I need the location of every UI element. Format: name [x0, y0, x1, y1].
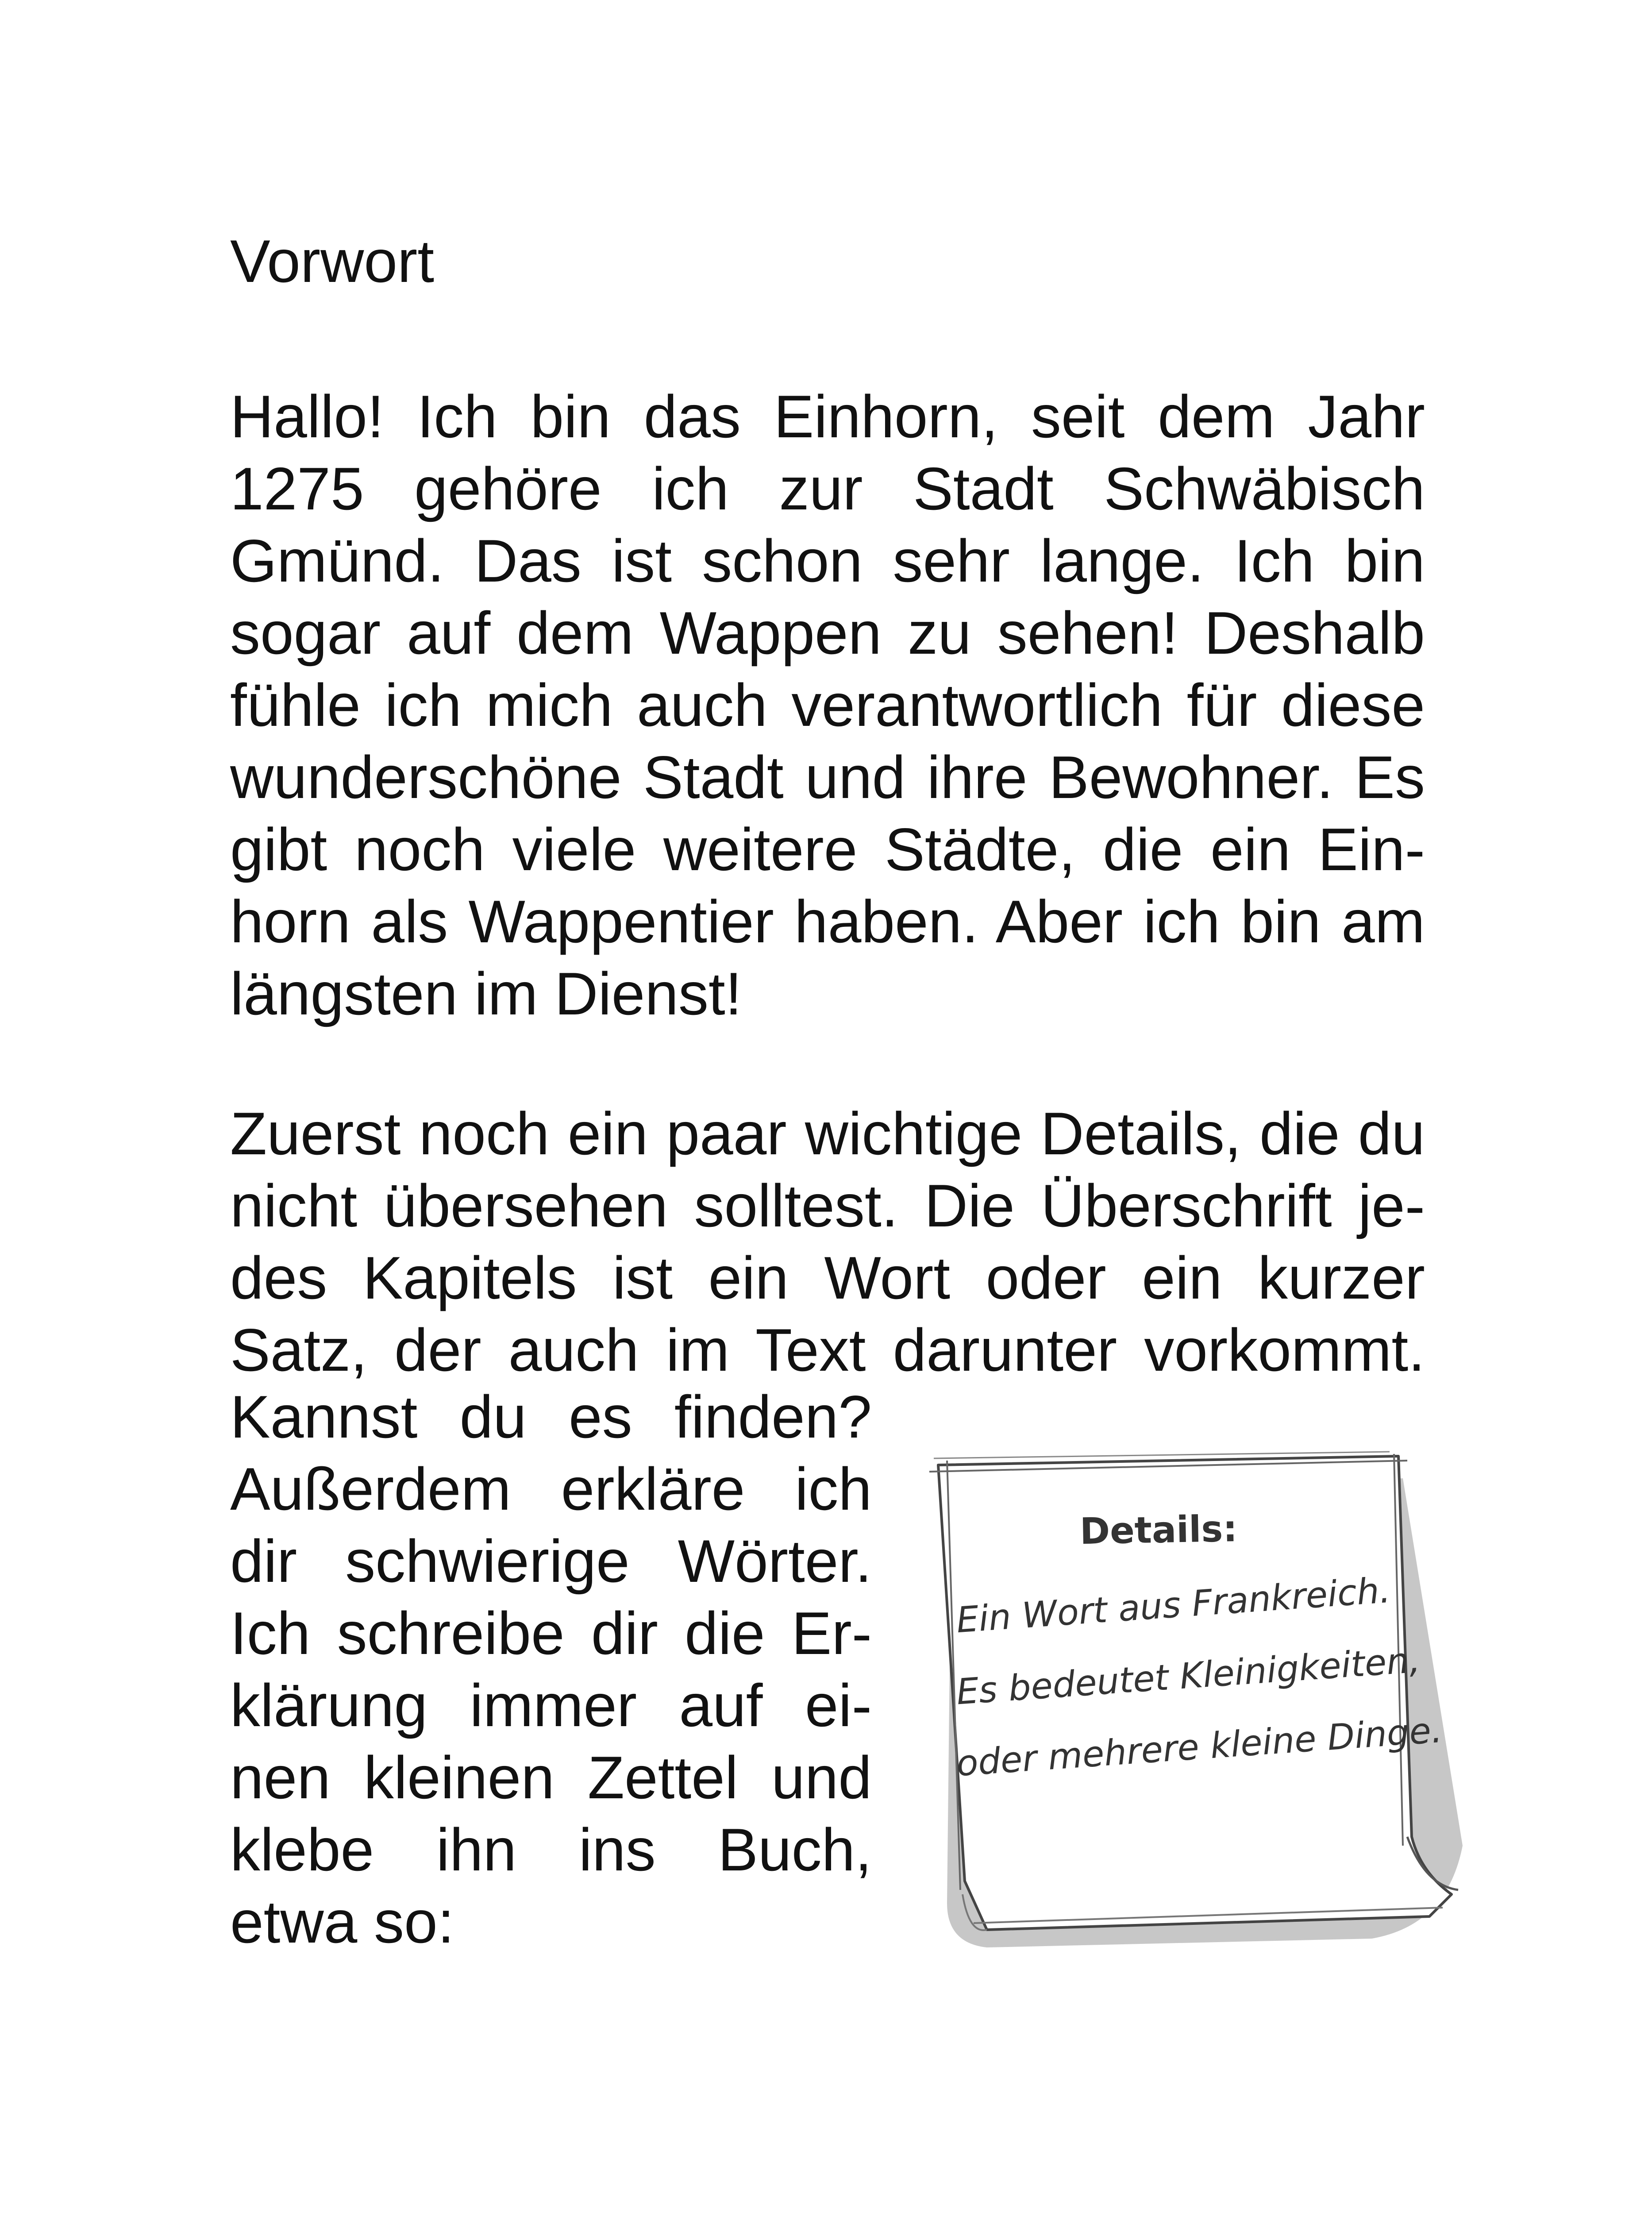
text-line: des Kapitels ist ein Wort oder ein kurzer	[230, 1244, 1425, 1311]
note-line: Es bedeutet Kleinigkeiten,	[955, 1639, 1422, 1713]
text-line: nicht übersehen solltest. Die Überschrift je-	[230, 1172, 1425, 1239]
text-line: etwa so:	[230, 1888, 454, 1955]
paragraph-intro	[230, 381, 1425, 1030]
note-line: oder mehrere kleine Dinge.	[955, 1709, 1444, 1785]
text-line: Zuerst noch ein paar wichtige Details, die du	[230, 1100, 1425, 1167]
text-line: dir schwierige Wörter.	[230, 1527, 872, 1595]
text-line: klebe ihn ins Buch,	[230, 1816, 872, 1883]
paragraph-details	[230, 1098, 1425, 1386]
text-line: gibt noch viele weitere Städte, die ein Ein-	[230, 816, 1425, 883]
text-line: klärung immer auf ei-	[230, 1672, 872, 1739]
note-line: Ein Wort aus Frankreich.	[955, 1569, 1392, 1641]
text-line: längsten im Dienst!	[230, 960, 742, 1027]
note-title: Details:	[1079, 1507, 1238, 1553]
text-line: 1275 gehöre ich zur Stadt Schwäbisch	[230, 455, 1425, 522]
text-line: Hallo! Ich bin das Einhorn, seit dem Jahr	[230, 383, 1425, 450]
text-line: Gmünd. Das ist schon sehr lange. Ich bin	[230, 527, 1425, 594]
text-line: sogar auf dem Wappen zu sehen! Deshalb	[230, 599, 1425, 667]
sticky-note-illustration	[920, 1447, 1469, 1956]
text-line: Kannst du es finden?	[230, 1383, 872, 1450]
page-title: Vorwort	[230, 227, 435, 295]
paragraph-explanation	[230, 1381, 872, 1958]
text-line: horn als Wappentier haben. Aber ich bin am	[230, 888, 1425, 955]
text-line: Satz, der auch im Text darunter vorkommt.	[230, 1316, 1425, 1384]
text-line: Ich schreibe dir die Er-	[230, 1600, 872, 1667]
text-line: nen kleinen Zettel und	[230, 1744, 872, 1811]
text-line: fühle ich mich auch verantwortlich für diese	[230, 671, 1425, 739]
text-line: wunderschöne Stadt und ihre Bewohner. Es	[230, 744, 1425, 811]
text-line: Außerdem erkläre ich	[230, 1455, 872, 1523]
